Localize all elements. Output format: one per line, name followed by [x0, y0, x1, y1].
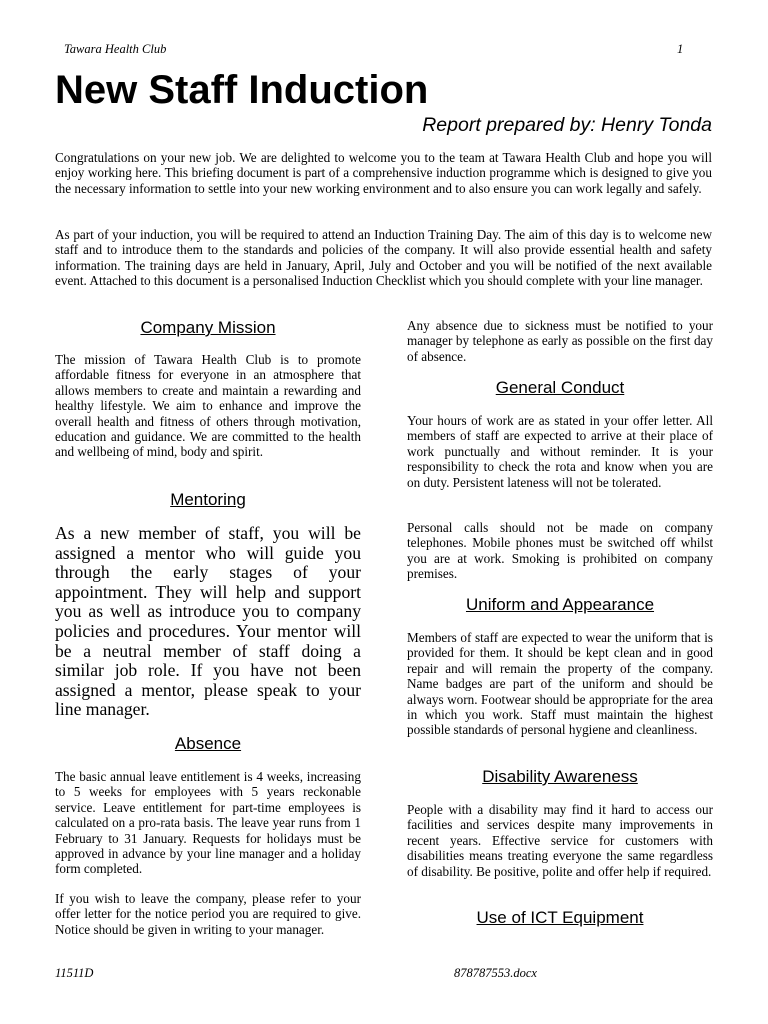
heading-uniform-appearance: Uniform and Appearance [465, 595, 655, 614]
header-page-number: 1 [677, 42, 684, 56]
intro-paragraph-2: As part of your induction, you will be required to attend an Induction Training Day. The aim of this day is to welcome new staff and to introduce them to the standards and policies of the company. It will also provide essential health and safety information. The training days are held in January, April, July and October and you will be notified of the next available event. Attached to this document is a personalised Induction Checklist which you should complete with your line manager. [55, 227, 712, 289]
section-company-mission [55, 352, 361, 460]
heading-company-mission: Company Mission [140, 318, 276, 337]
footer-document-code: 11511D [55, 966, 94, 980]
header-club-name: Tawara Health Club [64, 42, 167, 56]
uniform-appearance-text: Members of staff are expected to wear the uniform that is provided for them. It should be kept clean and in good repair and will remain the property of the company. Name badges are part of the uniform and should be always worn. Footwear should be appropriate for the area in which you work. Staff must maintain the highest possible standards of personal hygiene and cleanliness. [407, 630, 713, 738]
section-disability-awareness [407, 802, 713, 879]
footer-filename: 878787553.docx [454, 966, 537, 980]
section-absence-notice [55, 891, 361, 937]
page-title: New Staff Induction [55, 68, 429, 112]
section-absence-continued [407, 318, 713, 364]
heading-mentoring: Mentoring [170, 490, 246, 509]
heading-general-conduct: General Conduct [495, 378, 625, 397]
section-general-conduct [407, 413, 713, 490]
section-uniform-appearance [407, 630, 713, 738]
report-author: Report prepared by: Henry Tonda [422, 114, 712, 136]
general-conduct-text-phones: Personal calls should not be made on company telephones. Mobile phones must be switched off whilst you are at work. Smoking is prohibited on company premises. [407, 520, 713, 582]
heading-absence: Absence [174, 734, 242, 753]
absence-text-leave: The basic annual leave entitlement is 4 weeks, increasing to 5 weeks for employees with 5 years reckonable service. Leave entitlement for part-time employees is calculated on a pro-rata basis. The leave year runs from 1 February to 31 January. Requests for holidays must be approved in advance by your line manager and a holiday form completed. [55, 769, 361, 877]
mentoring-text: As a new member of staff, you will be assigned a mentor who will guide you through the early stages of your appointment. They will help and support you as well as introduce you to company policies and procedures. Your mentor will be a neutral member of staff doing a similar job role. If you have not been assigned a mentor, please speak to your line manager. [55, 523, 361, 720]
general-conduct-text-hours: Your hours of work are as stated in your offer letter. All members of staff are expected to arrive at their place of work punctually and without reminder. It is your responsibility to check the rota and know when you are on duty. Persistent lateness will not be tolerated. [407, 413, 713, 490]
heading-ict-equipment: Use of ICT Equipment [476, 908, 644, 927]
heading-disability-awareness: Disability Awareness [482, 767, 638, 786]
absence-sickness-text: Any absence due to sickness must be notified to your manager by telephone as early as possible on the first day of absence. [407, 318, 713, 364]
absence-text-notice: If you wish to leave the company, please refer to your offer letter for the notice period you are required to give. Notice should be given in writing to your manager. [55, 891, 361, 937]
disability-awareness-text: People with a disability may find it hard to access our facilities and services despite many improvements in recent years. Effective service for customers with disabilities means treating everyone the same regardless of disability. Be positive, polite and offer help if required. [407, 802, 713, 879]
company-mission-text: The mission of Tawara Health Club is to promote affordable fitness for everyone in an atmosphere that allows members to create and maintain a rewarding and healthy lifestyle. We aim to enhance and improve the overall health and fitness of others through motivation, education and guidance. We are committed to the health and wellbeing of mind, body and spirit. [55, 352, 361, 460]
section-absence [55, 769, 361, 877]
section-general-conduct-phones [407, 520, 713, 582]
intro-paragraph-1: Congratulations on your new job. We are delighted to welcome you to the team at Tawara Health Club and hope you will enjoy working here. This briefing document is part of a comprehensive induction programme which is designed to give you the necessary information to settle into your new working environment and to also ensure you can work legally and safely. [55, 150, 712, 196]
